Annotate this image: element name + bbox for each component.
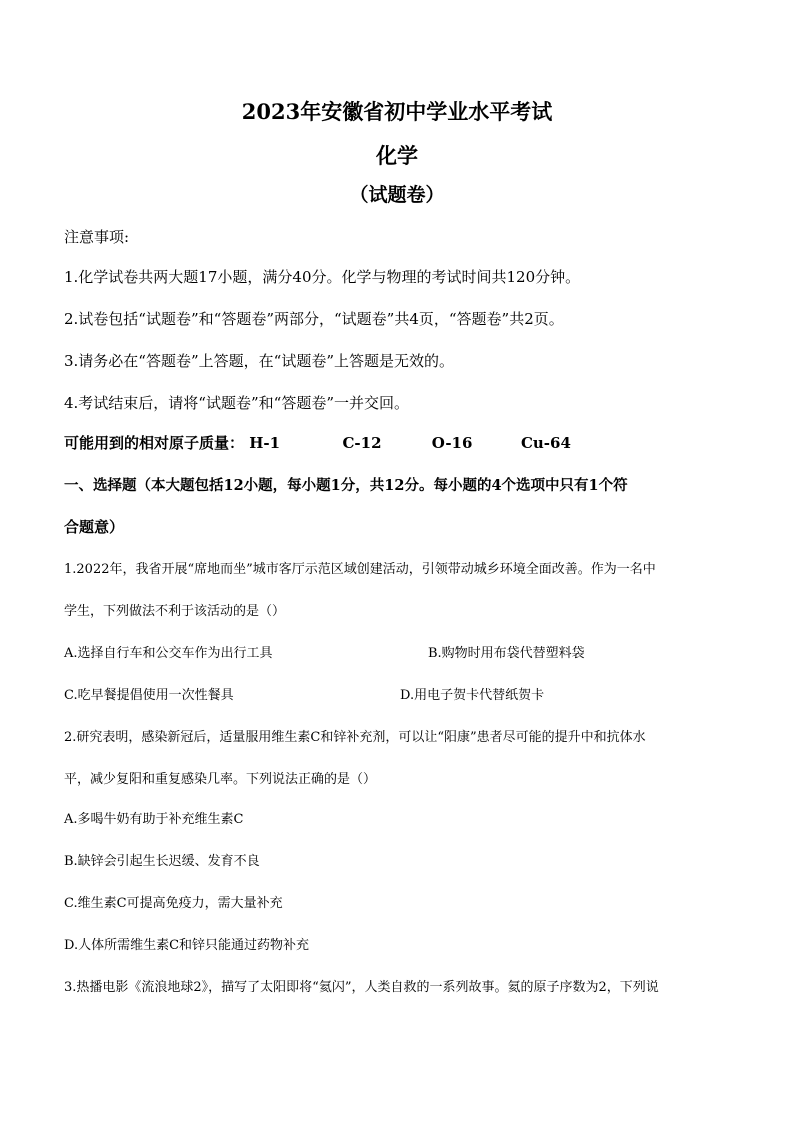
question-2-stem-line2: 平，减少复阳和重复感染几率。下列说法正确的是（）	[64, 772, 377, 787]
question-3-stem-line1: 3.热播电影《流浪地球2》，描写了太阳即将“氦闪”，人类自救的一系列故事。氦的原子序数为2，下列说	[64, 980, 659, 995]
atomic-mass-label: 可能用到的相对原子质量：	[64, 434, 245, 452]
question-1-option-a: A.选择自行车和公交车作为出行工具	[64, 646, 273, 661]
atomic-mass-o: O-16	[431, 434, 473, 452]
question-1-option-d: D.用电子贺卡代替纸贺卡	[400, 688, 545, 703]
question-2-option-a: A.多喝牛奶有助于补充维生素C	[64, 812, 244, 827]
paper-type: （试题卷）	[349, 184, 445, 206]
atomic-mass-h: H-1	[249, 434, 281, 452]
question-2-option-b: B.缺锌会引起生长迟缓、发育不良	[64, 854, 260, 869]
notes-heading: 注意事项:	[64, 228, 130, 246]
question-1-stem-line1: 1.2022年，我省开展“席地而坐”城市客厅示范区域创建活动，引领带动城乡环境全面改善。作为一名中	[64, 562, 656, 577]
question-1-stem-line2: 学生，下列做法不利于该活动的是（）	[64, 604, 286, 619]
exam-title: 2023年安徽省初中学业水平考试	[241, 99, 553, 124]
subject-title: 化学	[376, 143, 418, 168]
question-1-option-c: C.吃早餐提倡使用一次性餐具	[64, 688, 234, 703]
note-item-2: 2.试卷包括“试题卷”和“答题卷”两部分，“试题卷”共4页，“答题卷”共2页。	[64, 310, 564, 328]
question-2-option-c: C.维生素C可提高免疫力，需大量补充	[64, 896, 283, 911]
question-2-stem-line1: 2.研究表明，感染新冠后，适量服用维生素C和锌补充剂，可以让“阳康”患者尽可能的提升中和抗体水	[64, 730, 646, 745]
section-heading-line1: 一、选择题（本大题包括12小题，每小题1分，共12分。每小题的4个选项中只有1个符	[64, 477, 628, 494]
question-1-option-b: B.购物时用布袋代替塑料袋	[428, 646, 585, 661]
note-item-3: 3.请务必在“答题卷”上答题，在“试题卷”上答题是无效的。	[64, 352, 454, 370]
section-heading-line2: 合题意）	[64, 518, 125, 536]
note-item-4: 4.考试结束后，请将“试题卷”和“答题卷”一并交回。	[64, 394, 409, 412]
note-item-1: 1.化学试卷共两大题17小题，满分40分。化学与物理的考试时间共120分钟。	[64, 268, 581, 286]
atomic-mass-c: C-12	[342, 434, 382, 452]
atomic-mass-cu: Cu-64	[520, 434, 571, 452]
question-2-option-d: D.人体所需维生素C和锌只能通过药物补充	[64, 938, 310, 953]
atomic-mass-line	[64, 432, 734, 453]
